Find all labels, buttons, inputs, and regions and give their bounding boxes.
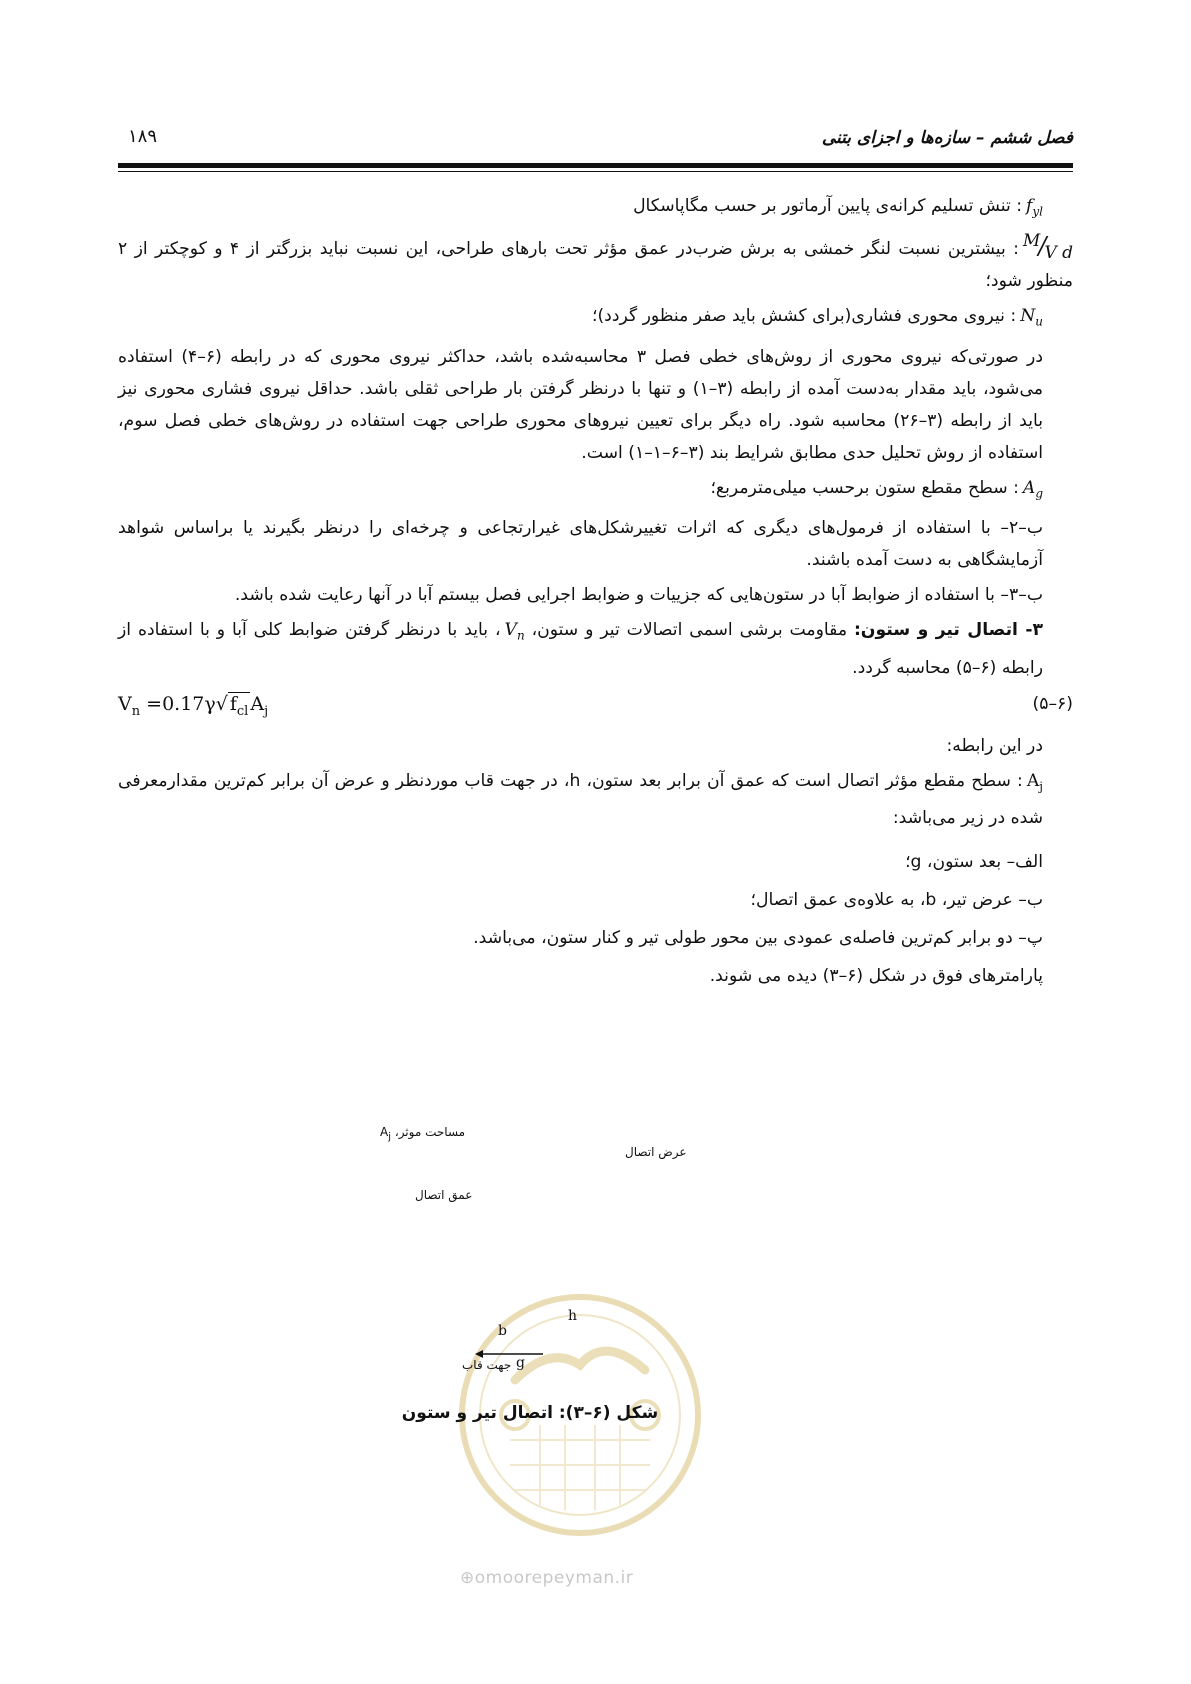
paragraph-b2: ب–۲– با استفاده از فرمول‌های دیگری که اثرات تغییرشکل‌های غیرارتجاعی و چرخه‌ای را درنظر بگیرند یا براساس شواهد آزمایشگاهی به دست آمده باشند.: [118, 518, 1043, 571]
watermark-website: ⊕omoorepeyman.ir: [460, 1568, 634, 1588]
label-joint-depth: عمق اتصال: [415, 1188, 473, 1202]
page-number: ۱۸۹: [128, 126, 158, 147]
label-effective-area: مساحت موثر، $A_j$: [380, 1125, 466, 1143]
list-item-be: ب– عرض تیر، b، به علاوه‌ی عمق اتصال؛: [750, 890, 1043, 911]
paragraph-axial-force: در صورتی‌که نیروی محوری از روش‌های خطی فصل ۳ محاسبه‌شده باشد، حداکثر نیروی محوری که در رابطه (۶–۴) استفاده می‌شود، باید مقدار به‌دست آمده از رابطه (۳–۱) و تنها با درنظر گرفتن بار طراحی ثقلی باشد. حداقل نیروی فشاری محوری نیز باید از رابطه (۳–۲۶) محاسبه شود. راه دیگر برای تعیین نیروهای محوری طراحی جهت استفاده در روش‌های خطی فصل سوم، استفاده از روش تحلیل حدی مطابق شرایط بند (۳–۶–۱–۱) است.: [118, 346, 1044, 463]
definition-mvd: M/V d: بیشترین نسبت لنگر خمشی به برش ضرب‌در عمق مؤثر تحت بارهای طراحی، این نسبت نباید بزرگتر از ۴ و کوچکتر از ۲ منظور شود؛: [118, 231, 1074, 292]
section-beam-column-joint: ۳- اتصال تیر و ستون: مقاومت برشی اسمی اتصالات تیر و ستون، $V_n،$ باید با درنظر گرفتن ضوابط کلی آبا و با استفاده از رابطه (۶–۵) محاسبه گردد.: [118, 614, 1073, 683]
definition-aj: $A_j$: سطح مقطع مؤثر اتصال است که عمق آن برابر بعد ستون، h، در جهت قاب موردنظر و عرض آن برابر کم‌ترین مقدارمعرفی شده در زیر می‌باشد:: [118, 765, 1073, 834]
definition-ag: $A_g$: سطح مقطع ستون برحسب میلی‌مترمربع؛: [118, 472, 1073, 509]
page-header: [118, 128, 1073, 158]
symbol-m-over-vd: M/V d: [1022, 231, 1074, 264]
label-frame-direction: جهت قاب: [462, 1358, 512, 1372]
paragraph-b3: ب–۳– با استفاده از ضوابط آبا در ستون‌هایی که جزییات و ضوابط اجرایی فصل بیستم آبا در آنها رعایت شده باشد.: [234, 585, 1043, 606]
label-joint-width: عرض اتصال: [625, 1145, 687, 1159]
symbol-ag: $A_g$: [1022, 477, 1043, 501]
chapter-title: فصل ششم – سازه‌ها و اجزای بتنی: [821, 128, 1073, 148]
header-rule-thin: [118, 171, 1073, 172]
figure-joint: [380, 1125, 840, 1455]
equation-number: (۶–۵): [1032, 693, 1073, 714]
list-item-alef: الف– بعد ستون، g؛: [905, 852, 1043, 873]
body-text: [118, 190, 1073, 995]
equation-formula: $V_n =0.17\gamma√$ $f_{cl}$ $A_j$: [118, 692, 269, 719]
definition-nu: $N_u$: نیروی محوری فشاری(برای کشش باید صفر منظور گردد)؛: [118, 300, 1073, 337]
symbol-h: h: [568, 1308, 578, 1324]
figure-caption: شکل (۶–۳): اتصال تیر و ستون: [401, 1403, 659, 1423]
header-rule-thick: [118, 163, 1073, 168]
symbol-vn: $V_n$: [504, 620, 525, 643]
globe-icon: ⊕: [460, 1568, 475, 1588]
symbol-aj: $A_j$: [1026, 770, 1043, 794]
params-sentence: پارامترهای فوق در شکل (۶–۳) دیده می شوند.: [709, 966, 1043, 987]
symbol-b: b: [498, 1323, 507, 1339]
section-heading: ۳- اتصال تیر و ستون:: [853, 620, 1043, 641]
symbol-nu: $N_u$: [1020, 306, 1043, 329]
in-this-relation: در این رابطه:: [946, 735, 1043, 756]
list-item-pe: پ– دو برابر کم‌ترین فاصله‌ی عمودی بین محور طولی تیر و کنار ستون، می‌باشد.: [473, 928, 1043, 949]
symbol-g: g: [516, 1355, 525, 1371]
definition-fyl: $f_{yl}$: تنش تسلیم کرانه‌ی پایین آرماتور بر حسب مگاپاسکال: [118, 190, 1073, 227]
symbol-fyl: $f_{yl}$: [1026, 196, 1043, 219]
equation-6-5: [118, 688, 1073, 722]
